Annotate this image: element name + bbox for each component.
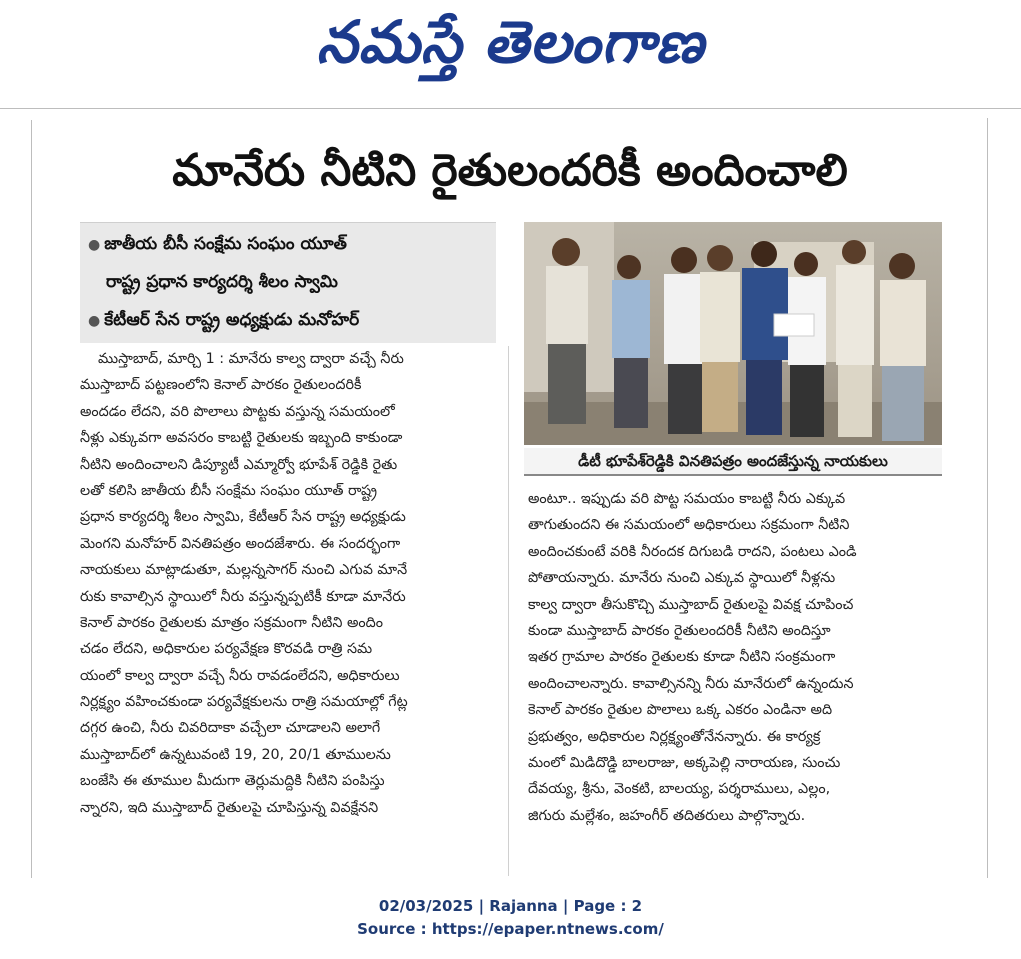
body-line: మంలో మిడిదొడ్డి బాలరాజు, అక్కపెల్లి నారాయణ, సుంచు	[528, 754, 841, 771]
person-7	[836, 240, 874, 437]
person-6	[788, 252, 826, 437]
body-line: యంలో కాల్వ ద్వారా వచ్చే నీరు రావడంలేదని, అధికారులు	[80, 667, 400, 684]
body-line: ముస్తాబాద్‌లో ఉన్నటువంటి 19, 20, 20/1 తూములను	[80, 746, 391, 763]
person-3	[664, 247, 706, 434]
body-line: కెనాల్ పారకం రైతుల పొలాలు ఒక్క ఎకరం ఎండినా అది	[528, 702, 833, 719]
clipping-right-rule	[987, 118, 988, 878]
body-line: కుండా ముస్తాబాద్ పారకం రైతులందరికీ నీటిని అందిస్తూ	[528, 622, 831, 639]
body-line: నాయకులు మాట్లాడుతూ, మల్లన్నసాగర్ నుంచి ఎగువ మానే	[80, 562, 408, 579]
photo-caption: డీటీ భూపేశ్‌రెడ్డికి వినతిపత్రం అందజేస్తున్న నాయకులు	[524, 448, 942, 476]
column-divider	[508, 346, 509, 876]
memorandum-paper	[774, 314, 814, 336]
clipping-left-rule	[31, 120, 32, 878]
body-line: నీళ్లు ఎక్కువగా అవసరం కాబట్టి రైతులకు ఇబ్బంది కాకుండా	[80, 430, 403, 447]
body-line: అందించకుంటే వరికి నీరందక దిగుబడి రాదని, పంటలు ఎండి	[528, 543, 857, 560]
body-line: కెనాల్ పారకం రైతులకు మాత్రం సక్రమంగా నీటిని అందిం	[80, 614, 384, 631]
body-line: మెంగని మనోహర్ వినతిపత్రం అందజేశారు. ఈ సందర్భంగా	[80, 535, 401, 552]
body-line: ప్రధాన కార్యదర్శి శీలం స్వామి, కేటీఆర్ సేన రాష్ట్ర అధ్యక్షుడు	[80, 509, 406, 526]
footer-source: Source : https://epaper.ntnews.com/	[357, 920, 664, 938]
body-line: నీటిని అందించాలని డిప్యూటీ ఎమ్మార్వో భూపేశ్ రెడ్డికి రైతు	[80, 456, 398, 473]
body-line: అందడం లేదని, వరి పొలాలు పొట్టకు వస్తున్న సమయంలో	[80, 403, 395, 420]
body-line: దేవయ్య, శ్రీను, వెంకటి, బాలయ్య, పర్శరాములు, ఎల్లం,	[528, 781, 831, 798]
body-line: న్నారని, ఇది ముస్తాబాద్ రైతులపై చూపిస్తున్న వివక్షేనని	[80, 799, 379, 816]
person-2	[612, 255, 650, 428]
body-line: ఇతర గ్రామాల పారకం రైతులకు కూడా నీటిని సంక్రమంగా	[528, 649, 836, 666]
subhead-line-2: రాష్ట్ర ప్రధాన కార్యదర్శి శీలం స్వామి	[106, 272, 338, 292]
body-line: రుకు కావాల్సిన స్థాయిలో నీరు వస్తున్నప్పటికీ కూడా మానేరు	[80, 588, 406, 605]
body-line: ముస్తాబాద్ పట్టణంలోని కెనాల్ పారకం రైతులందరికీ	[80, 377, 362, 394]
photo-illustration	[524, 222, 942, 445]
body-line: జిగురు మల్లేశం, జహంగీర్ తదితరులు పాల్గొన్నారు.	[528, 807, 806, 824]
article-body-left	[80, 346, 496, 876]
subhead-box	[80, 222, 496, 343]
body-line: లతో కలిసి జాతీయ బీసీ సంక్షేమ సంఘం యూత్ రాష్ట్ర	[80, 482, 377, 499]
person-8	[880, 253, 926, 441]
footer-date-edition: 02/03/2025 | Rajanna | Page : 2	[378, 897, 643, 915]
subhead-line-3: ● కేటీఆర్ సేన రాష్ట్ర అధ్యక్షుడు మనోహర్	[88, 310, 360, 330]
person-4	[700, 245, 740, 432]
subhead-line-1: ● జాతీయ బీసీ సంక్షేమ సంఘం యూత్	[88, 234, 347, 254]
body-line: కాల్వ ద్వారా తీసుకొచ్చి ముస్తాబాద్ రైతులపై వివక్ష చూపించ	[528, 596, 854, 613]
body-line: అందించాలన్నారు. కావాల్సినన్ని నీరు మానేరులో ఉన్నందున	[528, 675, 854, 692]
body-line: దగ్గర ఉంచి, నీరు చివరిదాకా వచ్చేలా చూడాలని అలాగే	[80, 720, 381, 737]
article-body-right	[528, 486, 942, 856]
body-line: అంటూ.. ఇప్పుడు వరి పొట్ట సమయం కాబట్టి నీరు ఎక్కువ	[528, 491, 846, 507]
body-line: తాగుతుందని ఈ సమయంలో అధికారులు సక్రమంగా నీటిని	[528, 517, 850, 534]
body-line: నిర్లక్ష్యం వహించకుండా పర్యవేక్షకులను రాత్రి సమయాల్లో గేట్ల	[80, 694, 408, 711]
body-line: పోతాయన్నారు. మానేరు నుంచి ఎక్కువ స్థాయిలో నీళ్లను	[528, 570, 836, 587]
body-line: బంజేసి ఈ తూముల మీదుగా తెర్లుమద్దికి నీటిని పంపిస్తు	[80, 773, 385, 790]
page-footer	[0, 895, 1021, 945]
body-line: ప్రభుత్వం, అధికారుల నిర్లక్ష్యంతోనేనన్నారు. ఈ కార్యక్ర	[528, 728, 821, 745]
body-line: ముస్తాబాద్, మార్చి 1 : మానేరు కాల్వ ద్వారా వచ్చే నీరు	[98, 351, 404, 367]
clipping-top-rule	[0, 108, 1021, 109]
body-line: చడం లేదని, అధికారుల పర్యవేక్షణ కొరవడి రాత్రి సమ	[80, 641, 373, 658]
news-photo	[524, 222, 942, 445]
masthead-title: నమస్తే తెలంగాణ	[316, 8, 705, 76]
article-headline: మానేరు నీటిని రైతులందరికీ అందించాలి	[172, 145, 848, 196]
person-5	[742, 241, 788, 435]
